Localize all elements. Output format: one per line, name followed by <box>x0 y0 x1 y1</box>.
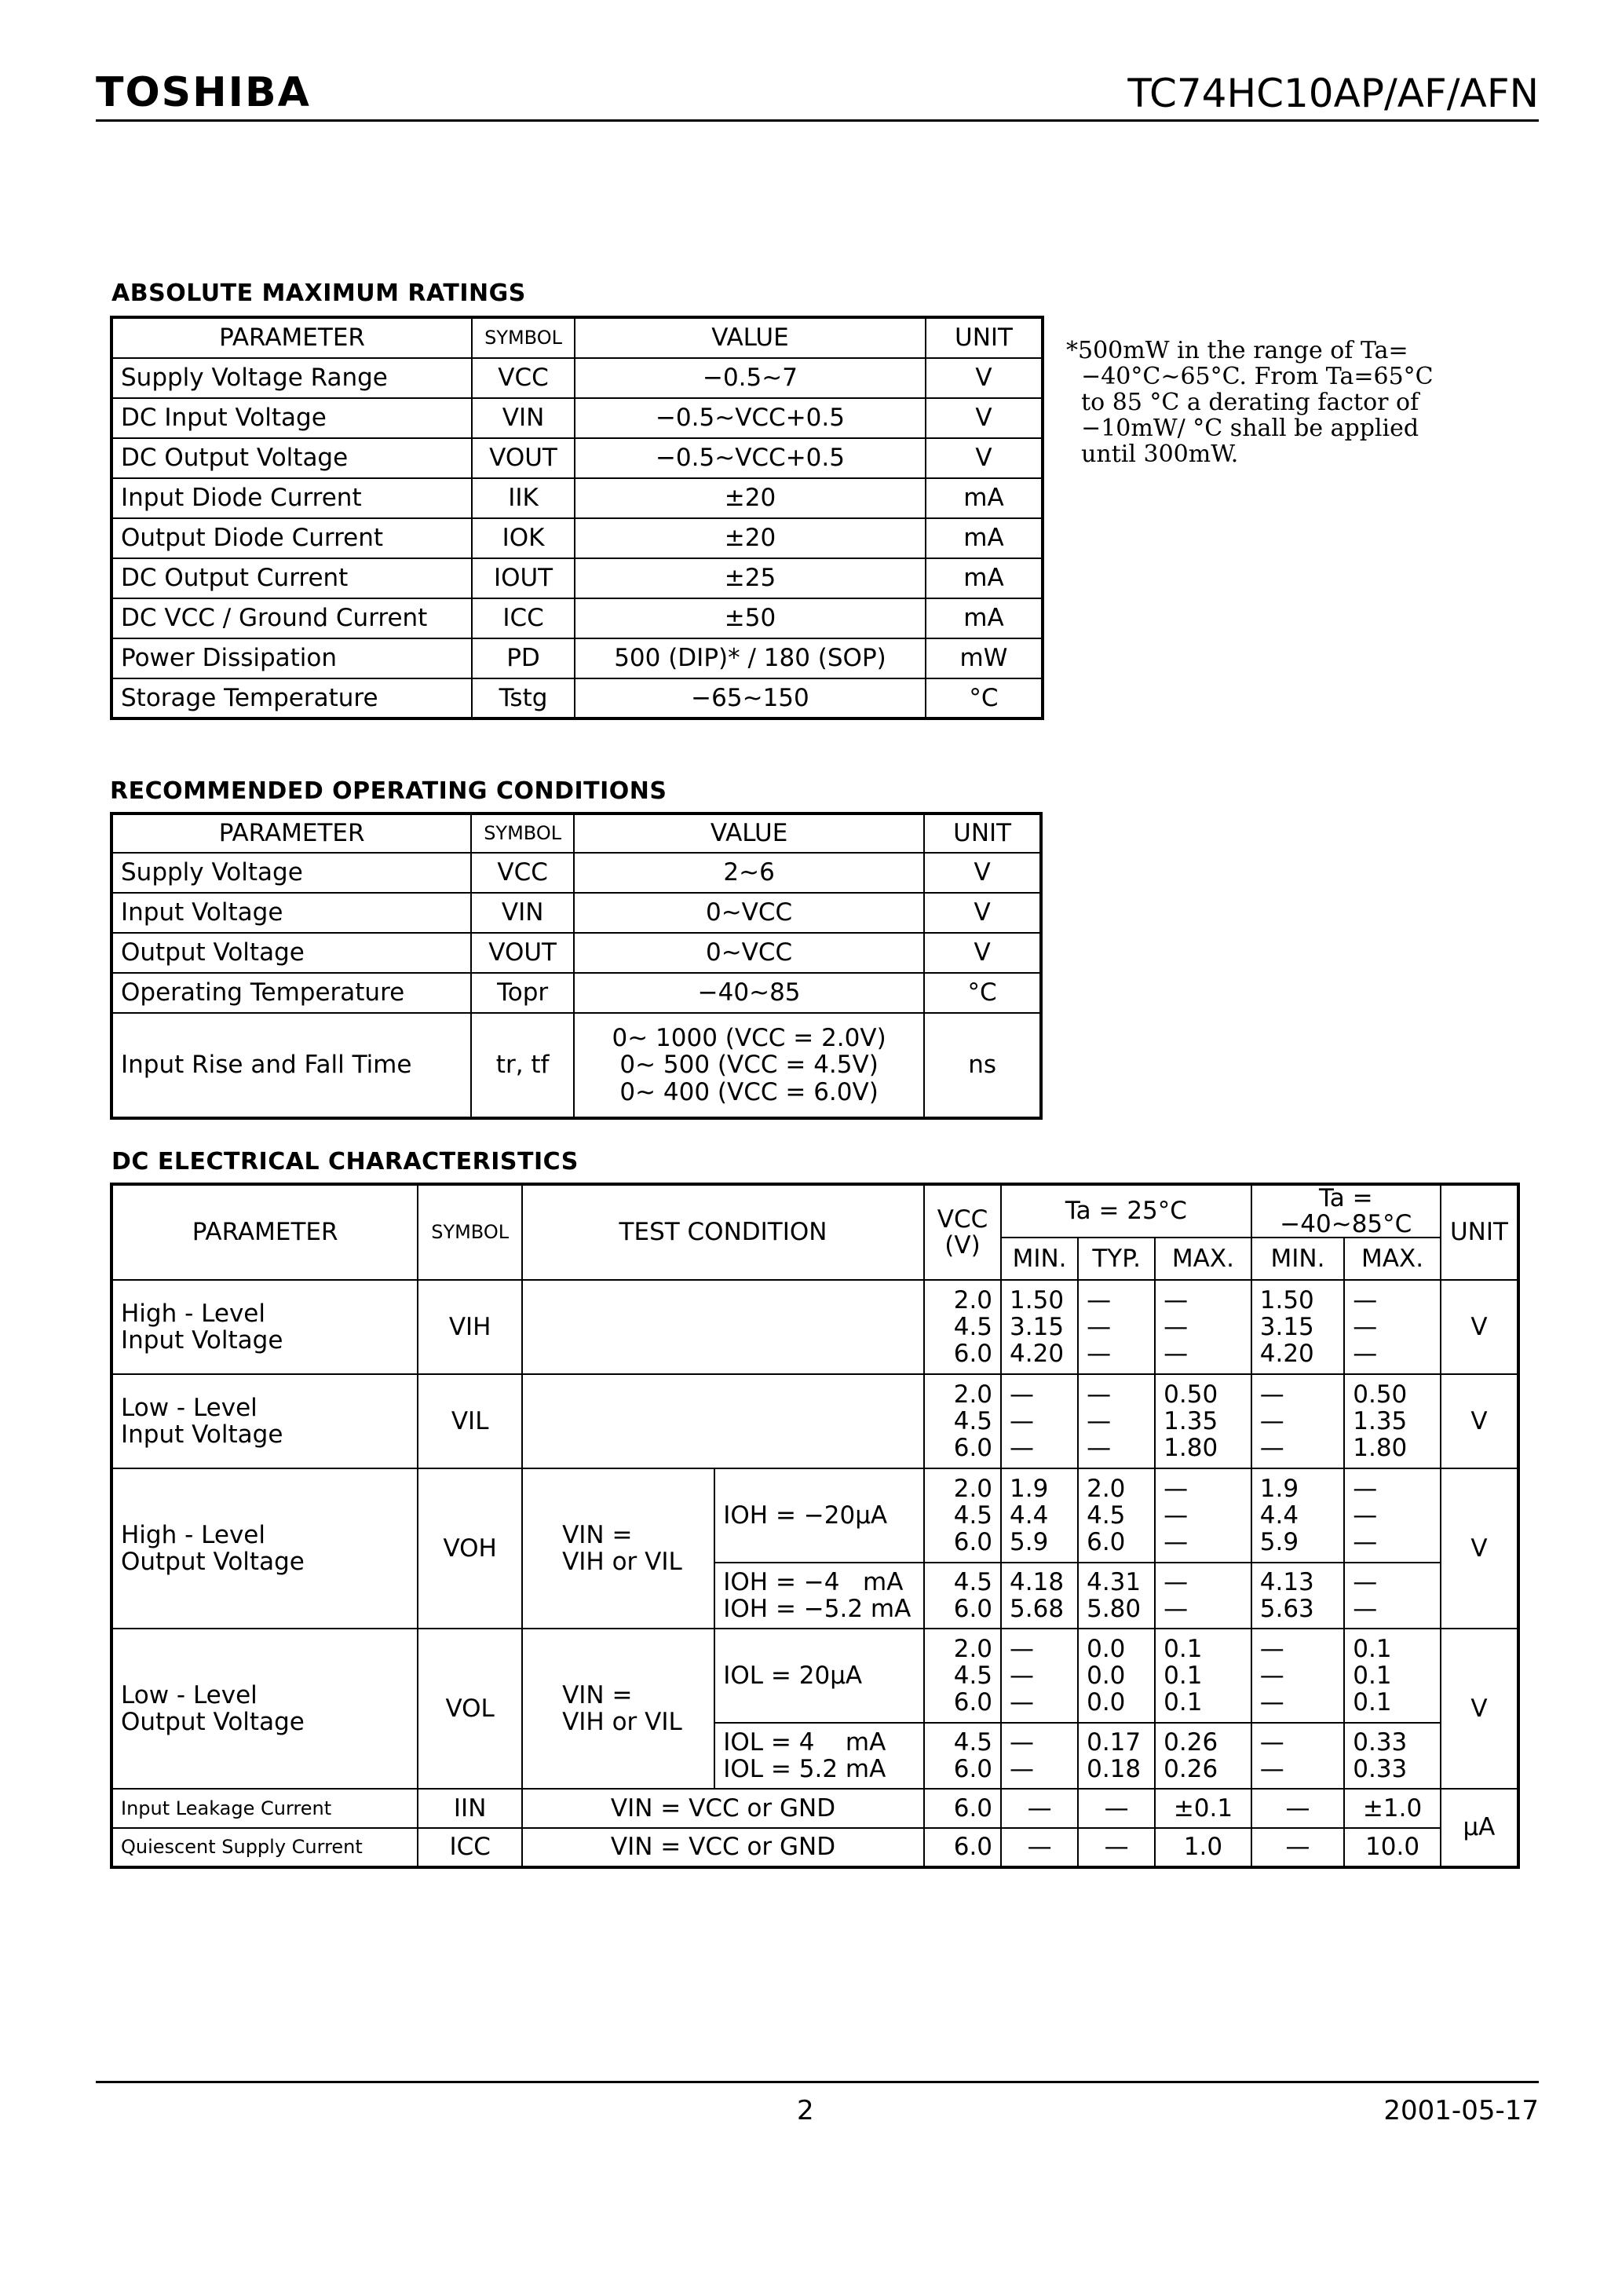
header-rule <box>96 119 1539 122</box>
cell: ±20 <box>575 518 926 558</box>
cell: μA <box>1441 1789 1518 1867</box>
cell: Power Dissipation <box>111 638 472 678</box>
cell: 500 (DIP)* / 180 (SOP) <box>575 638 926 678</box>
cell: Operating Temperature <box>111 973 471 1013</box>
cell: PD <box>472 638 575 678</box>
col-header: SYMBOL <box>418 1184 522 1280</box>
cell: — — — <box>1155 1280 1251 1374</box>
cell: VIH <box>418 1280 522 1374</box>
cell: DC Input Voltage <box>111 398 472 438</box>
table-row <box>111 638 1043 678</box>
cell: 6.0 <box>924 1789 1001 1828</box>
table-row <box>111 1280 1518 1374</box>
cell <box>522 1280 924 1374</box>
cell: ±20 <box>575 478 926 518</box>
cell: VOL <box>418 1629 522 1789</box>
cell: Input Leakage Current <box>111 1789 418 1828</box>
table-row <box>111 398 1043 438</box>
cell: 0.17 0.18 <box>1078 1723 1155 1789</box>
cell: 0.0 0.0 0.0 <box>1078 1629 1155 1723</box>
cell: High - Level Output Voltage <box>111 1468 418 1629</box>
cell: — — — <box>1344 1280 1441 1374</box>
cell: — — — <box>1155 1468 1251 1563</box>
cell: V <box>924 853 1041 893</box>
cell: 0~VCC <box>574 893 924 933</box>
cell: High - Level Input Voltage <box>111 1280 418 1374</box>
cell: V <box>926 438 1043 478</box>
table-row <box>111 478 1043 518</box>
cell: DC Output Current <box>111 558 472 598</box>
note-line: −40°C~65°C. From Ta=65°C <box>1066 363 1434 390</box>
cell: V <box>1441 1468 1518 1629</box>
note-line: until 300mW. <box>1066 441 1239 468</box>
cell: VOH <box>418 1468 522 1629</box>
cell: V <box>924 893 1041 933</box>
cell: — — — <box>1251 1629 1345 1723</box>
value-line: 0~ 1000 (VCC = 2.0V) <box>612 1024 886 1053</box>
part-number: TC74HC10AP/AF/AFN <box>1127 71 1539 116</box>
table-row <box>111 518 1043 558</box>
cell: IIN <box>418 1789 522 1828</box>
cell: — — — <box>1001 1629 1078 1723</box>
col-header: SYMBOL <box>471 813 574 853</box>
dc-table <box>110 1183 1520 1869</box>
cell: 4.18 5.68 <box>1001 1563 1078 1629</box>
note-line: *500mW in the range of Ta= <box>1066 337 1408 364</box>
cell: −0.5~VCC+0.5 <box>575 438 926 478</box>
cell: tr, tf <box>471 1013 574 1118</box>
cell: 4.5 6.0 <box>924 1723 1001 1789</box>
cell: — — <box>1251 1723 1345 1789</box>
table-row <box>111 853 1041 893</box>
cell: — — <box>1344 1563 1441 1629</box>
vcc-header: VCC <box>937 1205 988 1234</box>
cell: −40~85 <box>574 973 924 1013</box>
cell: −65~150 <box>575 678 926 718</box>
cell: VIN <box>472 398 575 438</box>
cell: 2.0 4.5 6.0 <box>924 1374 1001 1468</box>
cell: — — — <box>1344 1468 1441 1563</box>
col-header <box>924 1184 1001 1280</box>
table-row <box>111 598 1043 638</box>
cell: °C <box>924 973 1041 1013</box>
col-header: MAX. <box>1155 1238 1251 1280</box>
cell: mA <box>926 598 1043 638</box>
cell: ns <box>924 1013 1041 1118</box>
cell: 2.0 4.5 6.0 <box>924 1468 1001 1563</box>
table-row <box>111 358 1043 398</box>
cell: V <box>1441 1374 1518 1468</box>
page-number: 2 <box>797 2095 814 2126</box>
col-header: MAX. <box>1344 1238 1441 1280</box>
cell: V <box>1441 1280 1518 1374</box>
cell: Supply Voltage <box>111 853 471 893</box>
table-row <box>111 438 1043 478</box>
col-header: UNIT <box>924 813 1041 853</box>
cell: V <box>1441 1629 1518 1789</box>
table-row <box>111 1013 1041 1118</box>
col-header: VALUE <box>574 813 924 853</box>
dc-title: DC ELECTRICAL CHARACTERISTICS <box>111 1148 579 1175</box>
cell: 2.0 4.5 6.0 <box>924 1629 1001 1723</box>
cell: 4.31 5.80 <box>1078 1563 1155 1629</box>
cell: DC Output Voltage <box>111 438 472 478</box>
cell: 0.1 0.1 0.1 <box>1155 1629 1251 1723</box>
note-line: to 85 °C a derating factor of <box>1066 389 1419 416</box>
cell: IOL = 4 mA IOL = 5.2 mA <box>714 1723 924 1789</box>
cell: −0.5~7 <box>575 358 926 398</box>
cell: VOUT <box>471 933 574 973</box>
cell: — — — <box>1001 1374 1078 1468</box>
cell: V <box>926 358 1043 398</box>
cell: IOK <box>472 518 575 558</box>
cell: 4.5 6.0 <box>924 1563 1001 1629</box>
cell: VCC <box>471 853 574 893</box>
cell: 2~6 <box>574 853 924 893</box>
cell: Output Voltage <box>111 933 471 973</box>
footer-rule <box>96 2081 1539 2083</box>
cell: 1.50 3.15 4.20 <box>1001 1280 1078 1374</box>
cell: 0.50 1.35 1.80 <box>1344 1374 1441 1468</box>
abs-max-title: ABSOLUTE MAXIMUM RATINGS <box>111 280 526 307</box>
cell: — <box>1078 1828 1155 1867</box>
cell: DC VCC / Ground Current <box>111 598 472 638</box>
col-header: Ta = 25°C <box>1001 1184 1251 1238</box>
cell: — <box>1251 1828 1345 1867</box>
cell: — — <box>1155 1563 1251 1629</box>
cell: Output Diode Current <box>111 518 472 558</box>
cell: mA <box>926 518 1043 558</box>
cell: 2.0 4.5 6.0 <box>1078 1468 1155 1563</box>
cell: Storage Temperature <box>111 678 472 718</box>
cell <box>522 1374 924 1468</box>
cell: 1.0 <box>1155 1828 1251 1867</box>
note-line: −10mW/ °C shall be applied <box>1066 415 1419 442</box>
value-line: 0~ 500 (VCC = 4.5V) <box>619 1051 879 1080</box>
cell <box>574 1013 924 1118</box>
cell: 0~VCC <box>574 933 924 973</box>
cell: 0.1 0.1 0.1 <box>1344 1629 1441 1723</box>
col-header: PARAMETER <box>111 1184 418 1280</box>
cell: — <box>1001 1789 1078 1828</box>
table-row <box>111 1468 1518 1563</box>
cell: mA <box>926 558 1043 598</box>
cell: IOUT <box>472 558 575 598</box>
table-row <box>111 933 1041 973</box>
abs-max-table <box>110 316 1044 720</box>
col-header: PARAMETER <box>111 813 471 853</box>
cell: 1.50 3.15 4.20 <box>1251 1280 1345 1374</box>
cell: 0.50 1.35 1.80 <box>1155 1374 1251 1468</box>
cell: Input Diode Current <box>111 478 472 518</box>
cell: −0.5~VCC+0.5 <box>575 398 926 438</box>
table-row <box>111 893 1041 933</box>
table-row <box>111 1828 1518 1867</box>
cell: 1.9 4.4 5.9 <box>1251 1468 1345 1563</box>
cell: VCC <box>472 358 575 398</box>
cell: VIN <box>471 893 574 933</box>
cell: °C <box>926 678 1043 718</box>
cell: ±1.0 <box>1344 1789 1441 1828</box>
cell: V <box>926 398 1043 438</box>
cell: Input Rise and Fall Time <box>111 1013 471 1118</box>
cell: V <box>924 933 1041 973</box>
cell: VIN = VCC or GND <box>522 1789 924 1828</box>
footer-date: 2001-05-17 <box>1383 2095 1539 2126</box>
col-header: MIN. <box>1251 1238 1345 1280</box>
col-header: Ta = −40~85°C <box>1251 1184 1441 1238</box>
brand-logo: TOSHIBA <box>96 69 311 116</box>
table-row <box>111 1789 1518 1828</box>
cell: VIN = VCC or GND <box>522 1828 924 1867</box>
rec-op-title: RECOMMENDED OPERATING CONDITIONS <box>110 777 667 805</box>
cell: 2.0 4.5 6.0 <box>924 1280 1001 1374</box>
cell: VIN = VIH or VIL <box>522 1468 714 1629</box>
col-header: TYP. <box>1078 1238 1155 1280</box>
table-row <box>111 1374 1518 1468</box>
table-row <box>111 1629 1518 1723</box>
cell: VOUT <box>472 438 575 478</box>
cell: ±0.1 <box>1155 1789 1251 1828</box>
cell: Input Voltage <box>111 893 471 933</box>
rec-op-table <box>110 812 1043 1120</box>
cell: 0.26 0.26 <box>1155 1723 1251 1789</box>
cell: Low - Level Output Voltage <box>111 1629 418 1789</box>
cell: 10.0 <box>1344 1828 1441 1867</box>
cell: ICC <box>418 1828 522 1867</box>
table-row <box>111 973 1041 1013</box>
cell: ±50 <box>575 598 926 638</box>
cell: — <box>1001 1828 1078 1867</box>
col-header: SYMBOL <box>472 317 575 358</box>
cell: 6.0 <box>924 1828 1001 1867</box>
cell: 1.9 4.4 5.9 <box>1001 1468 1078 1563</box>
table-row <box>111 558 1043 598</box>
value-line: 0~ 400 (VCC = 6.0V) <box>619 1077 879 1106</box>
col-header: UNIT <box>926 317 1043 358</box>
cell: mW <box>926 638 1043 678</box>
cell: 4.13 5.63 <box>1251 1563 1345 1629</box>
col-header: UNIT <box>1441 1184 1518 1280</box>
col-header: MIN. <box>1001 1238 1078 1280</box>
col-header: TEST CONDITION <box>522 1184 924 1280</box>
cell: — — — <box>1251 1374 1345 1468</box>
cell: IOH = −4 mA IOH = −5.2 mA <box>714 1563 924 1629</box>
cell: IIK <box>472 478 575 518</box>
power-dissipation-note <box>1066 338 1474 467</box>
cell: IOL = 20μA <box>714 1629 924 1723</box>
cell: Topr <box>471 973 574 1013</box>
cell: — <box>1251 1789 1345 1828</box>
cell: ICC <box>472 598 575 638</box>
cell: Supply Voltage Range <box>111 358 472 398</box>
cell: VIN = VIH or VIL <box>522 1629 714 1789</box>
cell: — <box>1078 1789 1155 1828</box>
col-header: VALUE <box>575 317 926 358</box>
cell: IOH = −20μA <box>714 1468 924 1563</box>
cell: — — — <box>1078 1280 1155 1374</box>
vcc-unit: (V) <box>944 1230 981 1260</box>
cell: Tstg <box>472 678 575 718</box>
cell: — — — <box>1078 1374 1155 1468</box>
cell: 0.33 0.33 <box>1344 1723 1441 1789</box>
cell: Low - Level Input Voltage <box>111 1374 418 1468</box>
table-row <box>111 678 1043 718</box>
cell: Quiescent Supply Current <box>111 1828 418 1867</box>
cell: ±25 <box>575 558 926 598</box>
cell: VIL <box>418 1374 522 1468</box>
col-header: PARAMETER <box>111 317 472 358</box>
cell: — — <box>1001 1723 1078 1789</box>
cell: mA <box>926 478 1043 518</box>
